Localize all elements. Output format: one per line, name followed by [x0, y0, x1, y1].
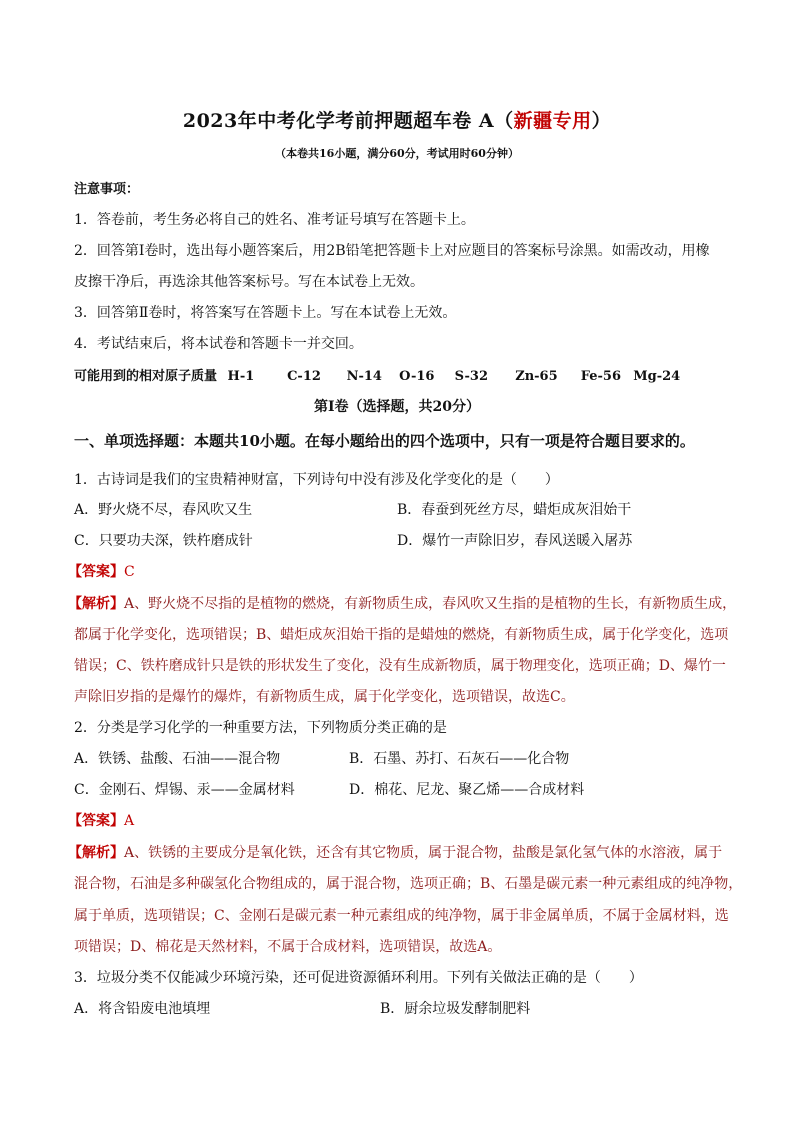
explanation-line: 错误；C、铁杵磨成针只是铁的形状发生了变化，没有生成新物质，属于物理变化，选项正确；D、爆竹一 [74, 658, 726, 674]
atomic-mass-value: O-16 [399, 369, 435, 384]
explanation-line: 都属于化学变化，选项错误；B、蜡炬成灰泪始干指的是蜡烛的燃烧，有新物质生成，属于化学变化，选项 [74, 627, 729, 643]
option-d: D．爆竹一声除旧岁，春风送暖入屠苏 [397, 533, 633, 549]
atomic-mass-value: N-14 [346, 369, 382, 384]
explanation-line: 项错误；D、棉花是天然材料，不属于合成材料，选项错误，故选A。 [74, 939, 502, 955]
note-item: 皮擦干净后，再选涂其他答案标号。写在本试卷上无效。 [74, 274, 424, 290]
answer-line [68, 810, 134, 830]
atomic-mass-label: 可能用到的相对原子质量 [74, 369, 218, 384]
explanation-line: 声除旧岁指的是爆竹的爆炸，有新物质生成，属于化学变化，选项错误，故选C。 [74, 689, 575, 705]
notes-heading: 注意事项： [74, 182, 140, 197]
atomic-mass-value: Fe-56 [580, 369, 622, 384]
explanation-label: 【解析】 [68, 596, 124, 612]
atomic-mass-value: C-12 [287, 369, 321, 384]
option-a: A．将含铅废电池填埋 [74, 1001, 211, 1017]
answer-label: 【答案】 [68, 813, 124, 829]
atomic-mass-line [74, 365, 680, 384]
option-b: B．石墨、苏打、石灰石——化合物 [349, 751, 570, 767]
option-b: B．厨余垃圾发酵制肥料 [380, 1001, 531, 1017]
explanation-label: 【解析】 [68, 845, 124, 861]
option-a: A．野火烧不尽，春风吹又生 [74, 502, 253, 518]
note-item: 2．回答第Ⅰ卷时，选出每小题答案后，用2B铅笔把答题卡上对应题目的答案标号涂黑。如需改动，用橡 [74, 243, 710, 259]
answer-value: A [124, 813, 135, 829]
note-item: 3．回答第Ⅱ卷时，将答案写在答题卡上。写在本试卷上无效。 [74, 305, 457, 321]
explanation-line: 属于单质，选项错误；C、金刚石是碳元素一种元素组成的纯净物，属于非金属单质，不属于金属材料，选 [74, 908, 729, 924]
page-title: 2023年中考化学考前押题超车卷 A（新疆专用） [182, 110, 612, 132]
option-b: B．春蚕到死丝方尽，蜡炬成灰泪始干 [397, 502, 632, 518]
explanation-line: 混合物，石油是多种碳氢化合物组成的，属于混合物，选项正确；B、石墨是碳元素一种元素组成的纯净物， [74, 876, 743, 892]
answer-line [68, 561, 135, 581]
note-item: 1．答卷前，考生务必将自己的姓名、准考证号填写在答题卡上。 [74, 212, 475, 228]
section-title: 第Ⅰ卷（选择题，共20分） [313, 399, 481, 415]
atomic-mass-value: H-1 [227, 369, 255, 384]
explanation-line: 【解析】A、野火烧不尽指的是植物的燃烧，有新物质生成，春风吹又生指的是植物的生长，有新物质生成， [68, 596, 737, 612]
part-heading: 一、单项选择题：本题共10小题。在每小题给出的四个选项中，只有一项是符合题目要求的。 [74, 432, 695, 450]
option-a: A．铁锈、盐酸、石油——混合物 [74, 751, 281, 767]
option-d: D．棉花、尼龙、聚乙烯——合成材料 [349, 782, 585, 798]
explanation-line: 【解析】A、铁锈的主要成分是氧化铁，还含有其它物质，属于混合物，盐酸是氯化氢气体的水溶液，属于 [68, 845, 723, 861]
note-item: 4．考试结束后，将本试卷和答题卡一并交回。 [74, 336, 363, 352]
title-highlight: 新疆专用 [513, 110, 592, 132]
page-subtitle: （本卷共16小题，满分60分，考试用时60分钟） [275, 147, 519, 160]
question-stem: 1．古诗词是我们的宝贵精神财富，下列诗句中没有涉及化学变化的是（ ） [74, 472, 559, 488]
option-c: C．金刚石、焊锡、汞——金属材料 [74, 782, 295, 798]
atomic-mass-value: Zn-65 [515, 369, 558, 384]
option-c: C．只要功夫深，铁杵磨成针 [74, 533, 253, 549]
atomic-mass-value: Mg-24 [633, 369, 681, 384]
answer-label: 【答案】 [68, 564, 124, 580]
answer-value: C [124, 564, 135, 580]
atomic-mass-value: S-32 [454, 369, 489, 384]
question-stem: 3．垃圾分类不仅能减少环境污染，还可促进资源循环利用。下列有关做法正确的是（ ） [74, 970, 643, 986]
question-stem: 2．分类是学习化学的一种重要方法，下列物质分类正确的是 [74, 720, 447, 736]
